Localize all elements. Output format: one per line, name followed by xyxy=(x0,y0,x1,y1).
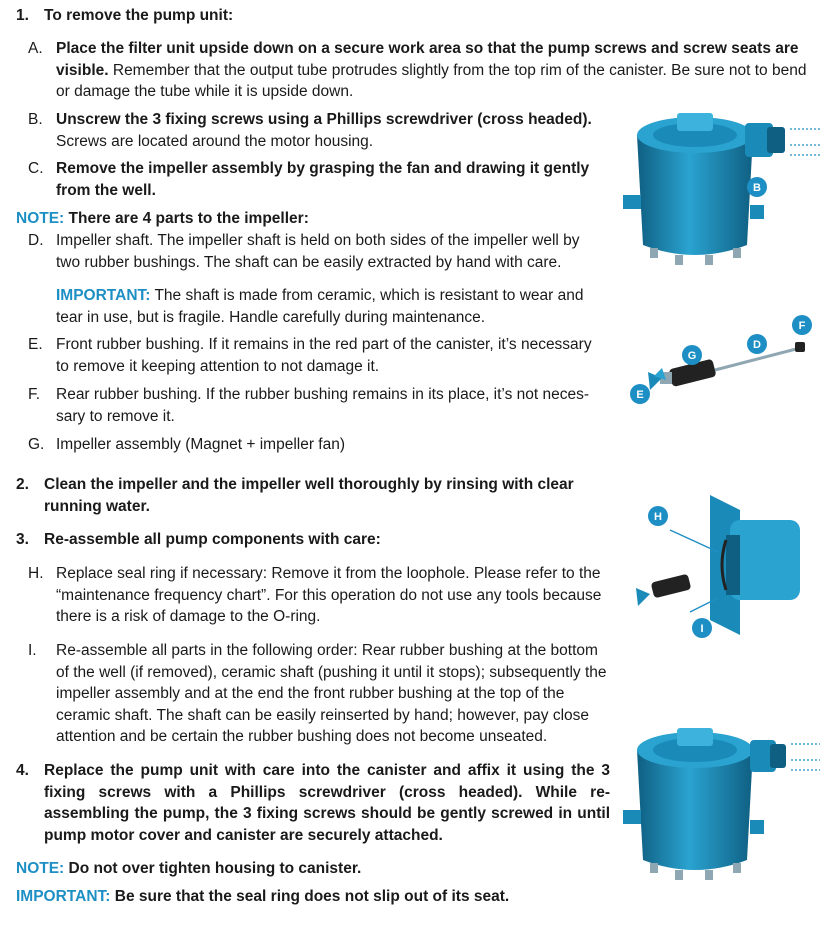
screw-arrows xyxy=(791,744,820,770)
callout-e-label: E xyxy=(636,389,644,401)
note-text: There are 4 parts to the impeller: xyxy=(64,210,309,227)
note-impeller-parts xyxy=(16,208,309,230)
callout-i-label: I xyxy=(700,623,704,635)
important-label: IMPORTANT: xyxy=(16,888,111,905)
impeller-housing xyxy=(677,113,713,131)
impeller-parts-figure xyxy=(620,310,820,410)
step-e-letter: E. xyxy=(28,336,43,353)
impeller-assembly xyxy=(648,359,716,390)
step-c-text xyxy=(56,158,616,201)
callout-h-label: H xyxy=(654,511,662,523)
step-3-number: 3. xyxy=(16,531,29,548)
step-i-letter: I. xyxy=(28,642,37,659)
rear-rubber-bushing xyxy=(795,342,805,352)
pump-motor-cover xyxy=(767,127,785,153)
canister-tab xyxy=(750,205,764,219)
step-i-text: Re-assemble all parts in the following order: Rear rubber bushing at the bottom of the well (if removed), ceramic shaft (pushing it until it stops); subsequently the impeller assembly and at the end the front rubber bushing at the top of the ceramic shaft. The shaft can be easily reinserted by hand; however, pay close attention and be certain the rubber bushing does not become unseated. xyxy=(56,642,607,745)
step-c-bold: Remove the impeller assembly by grasping the fan and drawing it gently from the well. xyxy=(56,160,590,199)
important-text: The shaft is made from ceramic, which is resistant to wear and tear in use, but is fragile. Handle carefully during maintenance. xyxy=(56,287,584,326)
pump-motor-cover xyxy=(730,520,800,600)
step-1-title: To remove the pump unit: xyxy=(44,7,234,24)
canister-tab xyxy=(623,195,641,209)
callout-b-label: B xyxy=(753,182,761,194)
step-h-letter: H. xyxy=(28,565,44,582)
canister-figure-top xyxy=(615,105,830,270)
important-shaft xyxy=(56,285,596,328)
note-over-tighten xyxy=(16,858,361,880)
note-label: NOTE: xyxy=(16,210,65,227)
callout-f-label: F xyxy=(798,320,806,332)
step-d-letter: D. xyxy=(28,232,44,249)
important-text: Be sure that the seal ring does not slip out of its seat. xyxy=(110,888,510,905)
step-e-text: Front rubber bushing. If it remains in the red part of the canister, it’s necessary to remove it keeping attention to not damage it. xyxy=(56,336,592,375)
step-4-number: 4. xyxy=(16,762,29,779)
step-2-text: Clean the impeller and the impeller well thoroughly by rinsing with clear running water. xyxy=(44,476,574,515)
step-g-letter: G. xyxy=(28,436,45,453)
step-c-letter: C. xyxy=(28,160,44,177)
note-label: NOTE: xyxy=(16,860,65,877)
step-2-number: 2. xyxy=(16,476,29,493)
screw-arrows xyxy=(790,129,820,155)
impeller-assembly xyxy=(636,574,691,606)
step-b-bold: Unscrew the 3 fixing screws using a Phillips screwdriver (cross headed). xyxy=(56,111,592,128)
step-a-text xyxy=(56,38,822,103)
canister-tab xyxy=(750,820,764,834)
pump-motor-cover xyxy=(770,744,786,768)
step-4-text: Replace the pump unit with care into the canister and affix it using the 3 fixing screws with a Phillips screwdriver (cross headed). While re-assembling the pump, the 3 fixing screws should be gently screwed in until pump motor cover and canister are securely attached. xyxy=(44,762,610,844)
step-b-text xyxy=(56,109,616,152)
callout-g-label: G xyxy=(687,350,697,362)
step-h-text: Replace seal ring if necessary: Remove it from the loophole. Please refer to the “maintenance frequency chart”. For this operation do not use any tools because there is a risk of damage to the O-ring. xyxy=(56,565,602,625)
step-g-text: Impeller assembly (Magnet + impeller fan) xyxy=(56,436,346,453)
important-seal-ring xyxy=(16,886,509,908)
step-f-letter: F. xyxy=(28,386,41,403)
step-f-text: Rear rubber bushing. If the rubber bushing remains in its place, it’s not neces-sary to remove it. xyxy=(56,386,590,425)
step-a-letter: A. xyxy=(28,40,43,57)
step-a-rest: Remember that the output tube protrudes slightly from the top rim of the canister. Be sure not to bend or damage the tube while it is upside down. xyxy=(56,61,807,100)
step-a-bold: Place the filter unit upside down on a secure work area so that the pump screws and screw seats are visible. xyxy=(56,40,799,79)
pump-housing-figure xyxy=(630,490,815,645)
impeller-housing xyxy=(677,728,713,746)
canister-tab xyxy=(623,810,641,824)
impeller-well xyxy=(726,535,740,595)
step-3-text: Re-assemble all pump components with care: xyxy=(44,531,381,548)
note-text: Do not over tighten housing to canister. xyxy=(64,860,362,877)
step-1-number: 1. xyxy=(16,7,29,24)
important-label: IMPORTANT: xyxy=(56,287,151,304)
callout-d-label: D xyxy=(753,339,761,351)
canister-figure-bottom xyxy=(615,720,830,885)
step-b-rest: Screws are located around the motor housing. xyxy=(56,132,374,150)
step-b-letter: B. xyxy=(28,111,43,128)
step-d-text: Impeller shaft. The impeller shaft is held on both sides of the impeller well by two rubber bushings. The shaft can be easily extracted by hand with care. xyxy=(56,232,580,271)
